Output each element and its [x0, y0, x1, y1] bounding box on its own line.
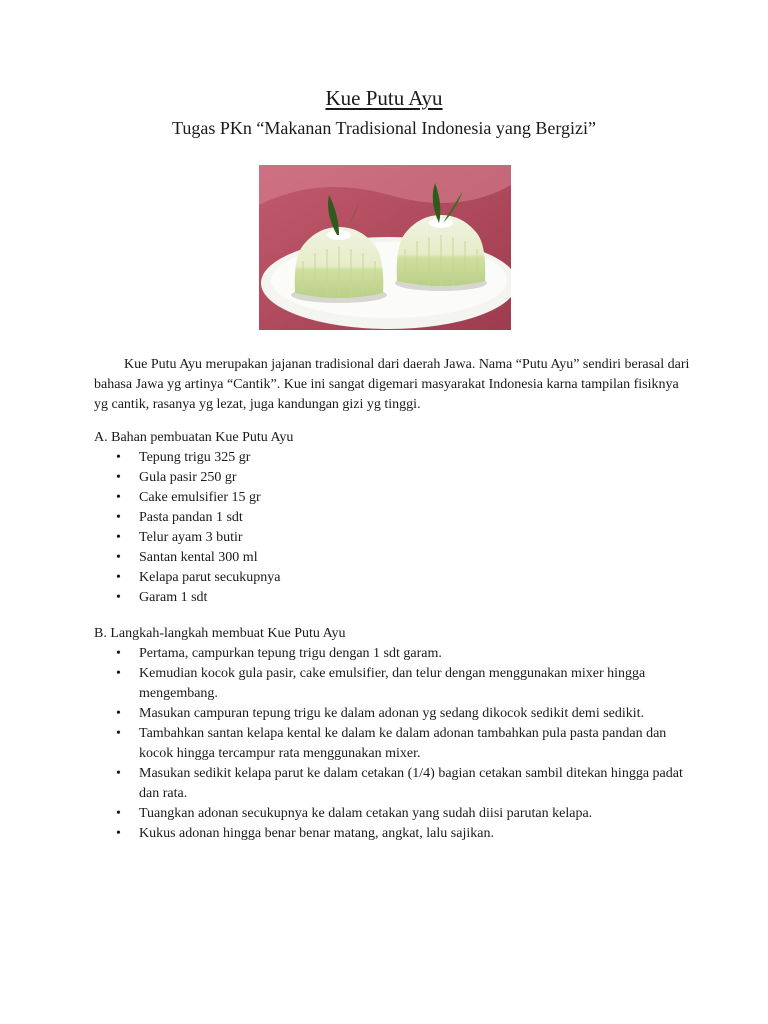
ingredient-text: Kelapa parut secukupnya [139, 570, 281, 585]
ingredient-text: Gula pasir 250 gr [139, 470, 237, 485]
bullet-icon: • [116, 510, 121, 525]
bullet-icon: • [116, 806, 121, 821]
bullet-icon: • [116, 726, 121, 741]
list-item [94, 824, 694, 844]
bullet-icon: • [116, 590, 121, 605]
bullet-icon: • [116, 646, 121, 661]
intro-paragraph [94, 355, 694, 415]
bullet-icon: • [116, 530, 121, 545]
bullet-icon: • [116, 490, 121, 505]
photo-illustration [259, 165, 511, 330]
list-item [94, 468, 694, 488]
bullet-icon: • [116, 550, 121, 565]
step-text: Masukan sedikit kelapa parut ke dalam cetakan (1/4) bagian cetakan sambil ditekan hingga padat dan rata. [139, 766, 683, 801]
ingredients-section [94, 428, 694, 608]
bullet-icon: • [116, 706, 121, 721]
ingredients-heading: A. Bahan pembuatan Kue Putu Ayu [94, 430, 294, 445]
intro-text: Kue Putu Ayu merupakan jajanan tradisional dari daerah Jawa. Nama “Putu Ayu” sendiri berasal dari bahasa Jawa yg artinya “Cantik”. Kue ini sangat digemari masyarakat Indonesia karna tampilan fisiknya yg cantik, rasanya yg lezat, juga kandungan gizi yg tinggi. [94, 357, 690, 412]
document-subtitle: Tugas PKn “Makanan Tradisional Indonesia yang Bergizi” [172, 118, 596, 138]
ingredient-text: Garam 1 sdt [139, 590, 208, 605]
ingredient-text: Pasta pandan 1 sdt [139, 510, 243, 525]
ingredient-text: Tepung trigu 325 gr [139, 450, 251, 465]
list-item [94, 568, 694, 588]
bullet-icon: • [116, 826, 121, 841]
bullet-icon: • [116, 766, 121, 781]
list-item [94, 548, 694, 568]
step-text: Pertama, campurkan tepung trigu dengan 1 sdt garam. [139, 646, 442, 661]
step-text: Kukus adonan hingga benar benar matang, angkat, lalu sajikan. [139, 826, 494, 841]
list-item [94, 764, 694, 804]
bullet-icon: • [116, 470, 121, 485]
list-item [94, 724, 694, 764]
list-item [94, 528, 694, 548]
steps-section [94, 624, 694, 844]
steps-list [94, 644, 694, 844]
list-item [94, 588, 694, 608]
ingredients-list [94, 448, 694, 608]
steps-heading: B. Langkah-langkah membuat Kue Putu Ayu [94, 626, 346, 641]
bullet-icon: • [116, 570, 121, 585]
list-item [94, 664, 694, 704]
document-title: Kue Putu Ayu [325, 86, 443, 110]
list-item [94, 508, 694, 528]
list-item [94, 644, 694, 664]
list-item [94, 804, 694, 824]
ingredient-text: Cake emulsifier 15 gr [139, 490, 261, 505]
step-text: Tuangkan adonan secukupnya ke dalam cetakan yang sudah diisi parutan kelapa. [139, 806, 593, 821]
step-text: Tambahkan santan kelapa kental ke dalam ke dalam adonan tambahkan pula pasta pandan dan kocok hingga tercampur rata menggunakan mixer. [139, 726, 667, 761]
list-item [94, 448, 694, 468]
list-item [94, 488, 694, 508]
step-text: Masukan campuran tepung trigu ke dalam adonan yg sedang dikocok sedikit demi sedikit. [139, 706, 645, 721]
bullet-icon: • [116, 450, 121, 465]
list-item [94, 704, 694, 724]
kue-putu-ayu-photo [259, 165, 511, 330]
bullet-icon: • [116, 666, 121, 681]
ingredient-text: Telur ayam 3 butir [139, 530, 243, 545]
ingredient-text: Santan kental 300 ml [139, 550, 258, 565]
step-text: Kemudian kocok gula pasir, cake emulsifier, dan telur dengan menggunakan mixer hingga mengembang. [139, 666, 646, 701]
